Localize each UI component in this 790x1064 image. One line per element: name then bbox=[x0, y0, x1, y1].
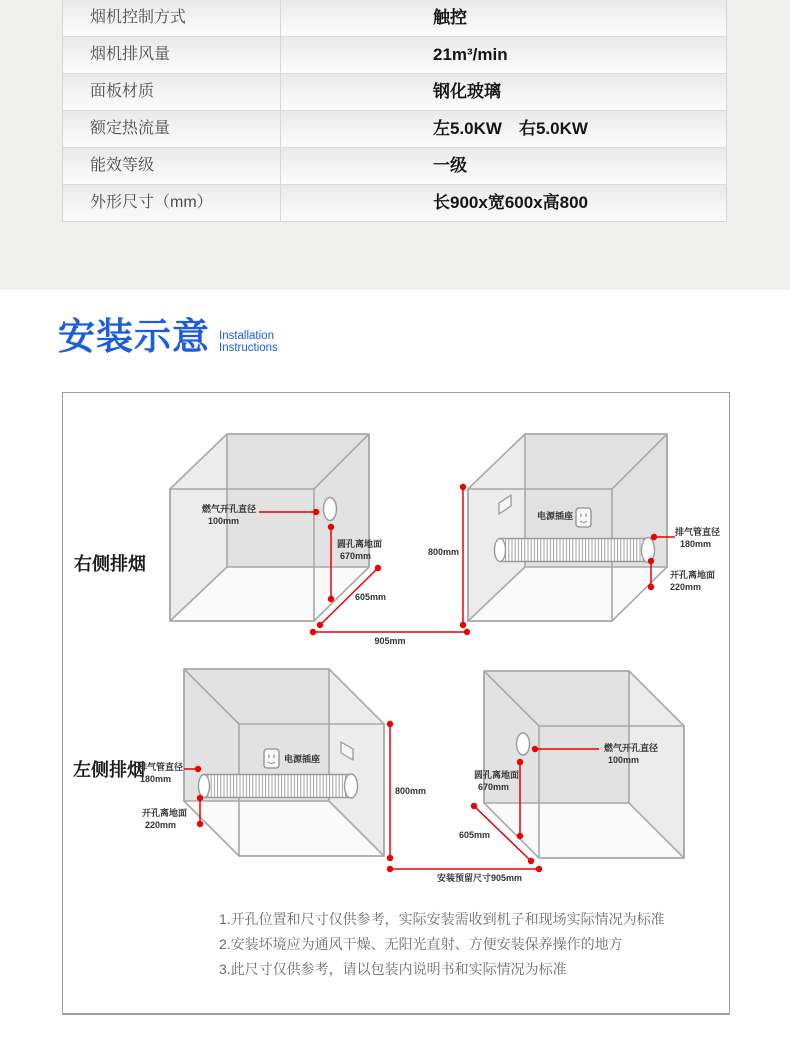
power-socket-label: 电源插座 bbox=[284, 754, 321, 764]
dim-pipe-floor-label: 开孔离地面 bbox=[670, 570, 716, 580]
spec-label: 额定热流量 bbox=[63, 111, 281, 147]
page-title: 安装示意 bbox=[58, 316, 210, 357]
note-line: 1.开孔位置和尺寸仅供参考，实际安装需收到机子和现场实际情况为标准 bbox=[219, 911, 665, 927]
table-row bbox=[63, 0, 726, 37]
dim-gas-hole-label: 燃气开孔直径 bbox=[604, 743, 659, 753]
spec-value: 21m³/min bbox=[433, 45, 508, 64]
dim-hole-floor-label: 圆孔离地面 bbox=[337, 539, 383, 549]
table-row bbox=[63, 74, 726, 111]
section-subtitle-line1: Installation bbox=[219, 329, 274, 342]
section-header bbox=[58, 317, 278, 358]
box-left-exhaust-gas-hole bbox=[484, 671, 684, 858]
dim-hole-floor-value: 670mm bbox=[478, 782, 510, 792]
dim-reserved-width-value: 安装预留尺寸905mm bbox=[437, 873, 523, 883]
spec-value: 钢化玻璃 bbox=[433, 82, 501, 101]
dim-pipe-label: 排气管直径 bbox=[137, 762, 183, 772]
spec-value: 一级 bbox=[433, 156, 467, 175]
spec-value: 触控 bbox=[433, 8, 467, 27]
row2-exhaust-side-label: 左侧排烟 bbox=[73, 760, 145, 780]
dim-pipe-value: 180mm bbox=[680, 539, 712, 549]
table-row bbox=[63, 37, 726, 74]
dim-pipe-floor-value: 220mm bbox=[145, 820, 177, 830]
spec-label: 能效等级 bbox=[63, 148, 281, 184]
exhaust-pipe bbox=[199, 774, 358, 798]
table-row bbox=[63, 185, 726, 221]
dim-height-value: 800mm bbox=[395, 786, 427, 796]
exhaust-pipe bbox=[495, 538, 655, 563]
spec-label: 外形尺寸（mm） bbox=[63, 185, 281, 221]
note-line: 3.此尺寸仅供参考，请以包装内说明书和实际情况为标准 bbox=[219, 961, 567, 977]
note-line: 2.安装坏境应为通风干燥、无阳光直射、方便安装保养操作的地方 bbox=[219, 936, 623, 952]
dim-hole-floor-label: 圆孔离地面 bbox=[473, 770, 519, 780]
installation-notes bbox=[219, 907, 665, 982]
spec-label: 烟机排风量 bbox=[63, 37, 281, 73]
power-socket-label: 电源插座 bbox=[536, 511, 573, 521]
dim-width-value: 905mm bbox=[374, 636, 406, 646]
dim-height-value: 800mm bbox=[427, 547, 459, 557]
power-socket-icon bbox=[264, 749, 279, 768]
gas-hole bbox=[517, 733, 530, 755]
table-row bbox=[63, 148, 726, 185]
section-subtitle bbox=[219, 330, 278, 354]
gas-hole bbox=[324, 498, 337, 521]
spec-value: 长900x宽600x高800 bbox=[433, 193, 589, 212]
dim-depth-value: 605mm bbox=[355, 592, 387, 602]
dim-depth-value: 605mm bbox=[459, 830, 491, 840]
dim-pipe-label: 排气管直径 bbox=[675, 527, 721, 537]
dim-pipe-value: 180mm bbox=[140, 774, 172, 784]
dim-gas-hole-value: 100mm bbox=[208, 516, 240, 526]
dim-gas-hole-label: 燃气开孔直径 bbox=[202, 504, 257, 514]
power-socket-icon bbox=[576, 508, 591, 527]
dim-pipe-floor-value: 220mm bbox=[670, 582, 702, 592]
dim-gas-hole-value: 100mm bbox=[608, 755, 640, 765]
table-row bbox=[63, 111, 726, 148]
box-right-exhaust-pipe bbox=[468, 434, 667, 621]
spec-label: 面板材质 bbox=[63, 74, 281, 110]
dim-pipe-floor-label: 开孔离地面 bbox=[142, 808, 188, 818]
spec-value: 左5.0KW 右5.0KW bbox=[433, 119, 588, 138]
section-subtitle-line2: Instructions bbox=[219, 341, 278, 354]
installation-diagram-panel bbox=[62, 392, 730, 1015]
spec-label: 烟机控制方式 bbox=[63, 0, 281, 36]
row1-exhaust-side-label: 右侧排烟 bbox=[74, 554, 146, 574]
spec-table bbox=[62, 0, 727, 222]
dim-hole-floor-value: 670mm bbox=[340, 551, 372, 561]
